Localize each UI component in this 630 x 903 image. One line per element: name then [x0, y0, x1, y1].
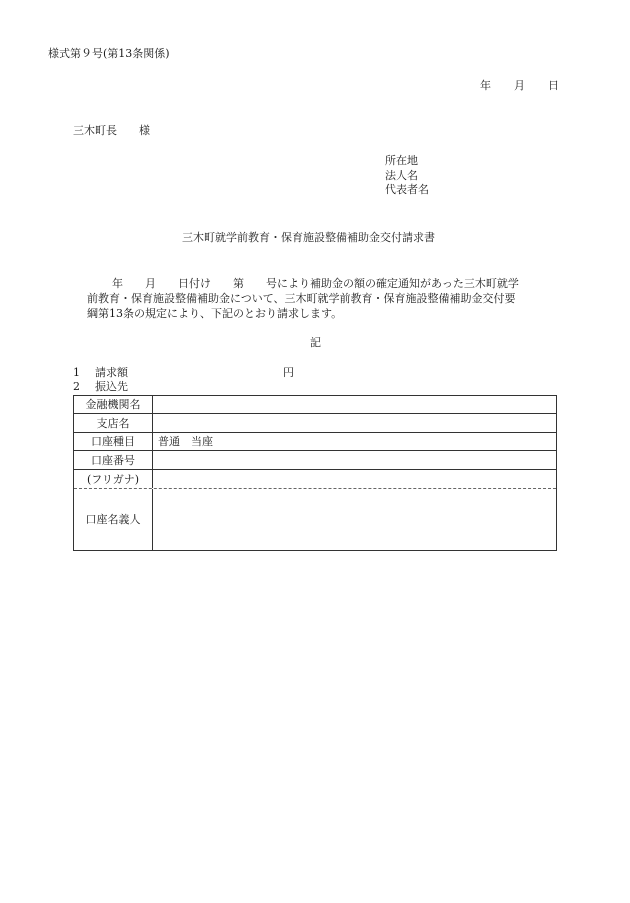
body-paragraph: [87, 276, 557, 321]
row-value-account-type[interactable]: 普通 当座: [158, 435, 213, 448]
table-row: [74, 396, 556, 414]
document-title: 三木町就学前教育・保育施設整備補助金交付請求書: [182, 231, 435, 244]
date-month-label: 月: [514, 79, 525, 92]
date-line: [480, 80, 559, 91]
row-label-account-holder: 口座名義人: [74, 489, 153, 550]
table-row: [74, 433, 556, 451]
corp-name-label: 法人名: [385, 168, 418, 182]
form-number: 様式第９号(第13条関係): [48, 47, 170, 60]
item-1-number: 1: [73, 366, 80, 379]
row-label-bank: 金融機関名: [74, 396, 153, 413]
table-row: [74, 489, 556, 550]
address-label: 所在地: [385, 154, 418, 167]
body-line-3: 綱第13条の規定により、下記のとおり請求します。: [87, 307, 343, 320]
row-label-branch: 支店名: [74, 414, 153, 432]
addressee: 三木町長 様: [73, 124, 150, 137]
transfer-account-table: [73, 395, 557, 551]
item-1-unit: 円: [283, 366, 294, 379]
item-1-label: 請求額: [95, 366, 128, 379]
row-label-account-type: 口座種目: [74, 433, 153, 450]
body-line-2: 前教育・保育施設整備補助金について、三木町就学前教育・保育施設整備補助金交付要: [87, 292, 516, 305]
item-2-label: 振込先: [95, 380, 128, 393]
table-row: [74, 451, 556, 470]
item-2-number: 2: [73, 380, 80, 393]
applicant-block: [385, 154, 429, 198]
body-line-1: 年 月 日付け 第 号により補助金の額の確定通知があった三木町就学: [112, 277, 519, 290]
row-label-furigana: (フリガナ): [74, 470, 153, 488]
table-row: [74, 414, 556, 433]
date-day-label: 日: [548, 79, 559, 92]
representative-label: 代表者名: [385, 183, 429, 196]
table-row: [74, 470, 556, 489]
ki-heading: 記: [310, 336, 321, 349]
row-label-account-number: 口座番号: [74, 451, 153, 469]
date-year-label: 年: [480, 79, 491, 92]
